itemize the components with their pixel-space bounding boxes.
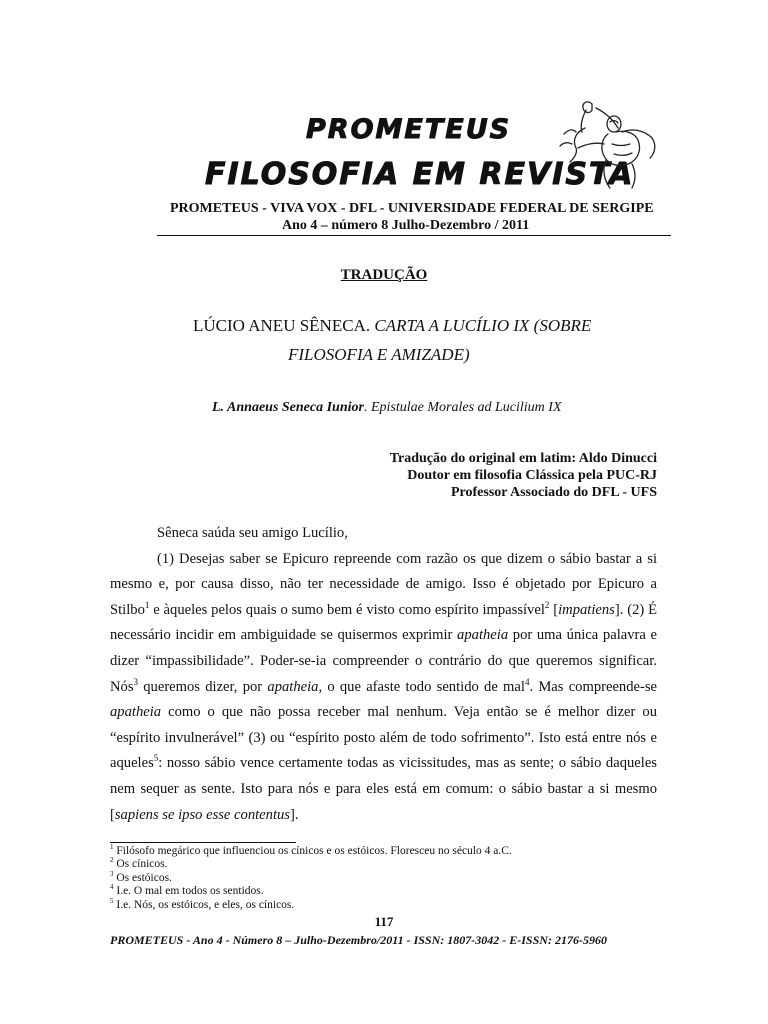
footnote-text: Os cínicos. bbox=[113, 858, 168, 871]
latin-term: apatheia bbox=[267, 678, 319, 695]
text-segment: : nosso sábio vence certamente todas as vicissitudes, mas as sente; o sábio daqueles nem sequer as sente. Isto para nós e para eles está em comum: o sábio bastar a si mesmo [ bbox=[110, 755, 657, 823]
original-title bbox=[212, 400, 562, 416]
credit-line: Doutor em filosofia Clássica pela PUC-RJ bbox=[407, 468, 657, 483]
header-rule bbox=[157, 235, 671, 236]
footnote-ref: 5 bbox=[153, 753, 159, 764]
article-title-line1 bbox=[193, 316, 591, 336]
footnote-number: 4 bbox=[110, 883, 114, 892]
page-number: 117 bbox=[374, 914, 394, 929]
footnote-number: 3 bbox=[110, 869, 114, 878]
translator-credits bbox=[300, 450, 657, 501]
footnote-text: I.e. Nós, os estóicos, e eles, os cínicos. bbox=[113, 898, 295, 911]
issue-line: Ano 4 – número 8 Julho-Dezembro / 2011 bbox=[282, 218, 530, 233]
greeting: Sêneca saúda seu amigo Lucílio, bbox=[157, 525, 348, 541]
text-segment: , o que afaste todo sentido de mal bbox=[318, 678, 525, 695]
text-segment: (1) Desejas saber se Epicuro repreende com razão os que dizem o sábio bastar a si mesmo e, por causa disso, não ter necessidade de amigo. Isso é objetado por Epicuro a Stilbo bbox=[110, 550, 657, 618]
text-segment: e àqueles pelos quais o sumo bem é visto como espírito impassível bbox=[149, 601, 545, 618]
article-author: LÚCIO ANEU SÊNECA. bbox=[193, 316, 371, 335]
credit-line: Tradução do original em latim: Aldo Dinucci bbox=[389, 451, 657, 466]
article-title-line2: FILOSOFIA E AMIZADE) bbox=[288, 345, 470, 364]
latin-term: apatheia bbox=[457, 627, 509, 644]
original-author: L. Annaeus Seneca Iunior bbox=[212, 400, 364, 415]
footnote-text: I.e. O mal em todos os sentidos. bbox=[113, 885, 264, 898]
footnote-ref: 1 bbox=[144, 599, 150, 610]
latin-term: sapiens se ipso esse contentus bbox=[114, 806, 290, 823]
text-segment: . Mas compreende-se bbox=[529, 678, 658, 695]
page-footer bbox=[110, 933, 670, 948]
credit-line: Professor Associado do DFL - UFS bbox=[451, 485, 657, 500]
footnote bbox=[110, 885, 670, 898]
text-segment: ]. (2) É necessário incidir em ambiguidade se quisermos exprimir bbox=[110, 601, 658, 644]
footnote-number: 5 bbox=[110, 896, 114, 905]
text-segment: ]. bbox=[289, 806, 299, 823]
footnotes bbox=[110, 845, 670, 912]
footnote-rule bbox=[110, 842, 296, 843]
latin-term: apatheia bbox=[110, 704, 162, 721]
footnote-ref: 2 bbox=[544, 599, 550, 610]
masthead bbox=[0, 0, 768, 240]
latin-term: impatiens bbox=[558, 601, 615, 618]
text-segment: [ bbox=[549, 601, 559, 618]
text-segment: por uma única palavra e dizer “impassibilidade”. Poder-se-ia compreender o contrário do que queremos significar. Nós bbox=[110, 627, 657, 695]
footnote-text: Filósofo megárico que influenciou os cínicos e os estóicos. Floresceu no século 4 a.C. bbox=[113, 845, 512, 857]
text-segment: queremos dizer, por bbox=[138, 678, 268, 695]
footer-details: - Ano 4 - Número 8 – Julho-Dezembro/2011 - ISSN: 1807-3042 - E-ISSN: 2176-5960 bbox=[183, 933, 607, 947]
letter-body bbox=[110, 521, 657, 828]
footnote bbox=[110, 845, 670, 858]
journal-subtitle: FILOSOFIA EM REVISTA bbox=[205, 157, 635, 192]
journal-title: PROMETEUS bbox=[306, 114, 512, 145]
article-title-part1: CARTA A LUCÍLIO IX (SOBRE bbox=[374, 316, 592, 335]
paragraph-1 bbox=[110, 547, 657, 829]
footnote bbox=[110, 896, 670, 912]
footnote-text: Os estóicos. bbox=[113, 871, 172, 884]
text-segment: como o que não possa receber mal nenhum. Veja então se é melhor dizer ou “espírito invulnerável” (3) ou “espírito posto além de todo sofrimento”. Isto está entre nós e aqueles bbox=[110, 704, 657, 772]
footnote bbox=[110, 869, 670, 885]
prometheus-figure-icon bbox=[552, 98, 662, 190]
footer-journal: PROMETEUS bbox=[110, 933, 184, 947]
section-label: TRADUÇÃO bbox=[340, 267, 428, 283]
affiliation-line: PROMETEUS - VIVA VOX - DFL - UNIVERSIDADE FEDERAL DE SERGIPE bbox=[170, 201, 654, 216]
original-work: . Epistulae Morales ad Lucilium IX bbox=[363, 400, 562, 415]
footnote bbox=[110, 858, 670, 871]
footnote-number: 2 bbox=[110, 856, 114, 865]
footnote-ref: 4 bbox=[524, 676, 530, 687]
footnote-number: 1 bbox=[110, 843, 114, 852]
footnote-ref: 3 bbox=[133, 676, 139, 687]
